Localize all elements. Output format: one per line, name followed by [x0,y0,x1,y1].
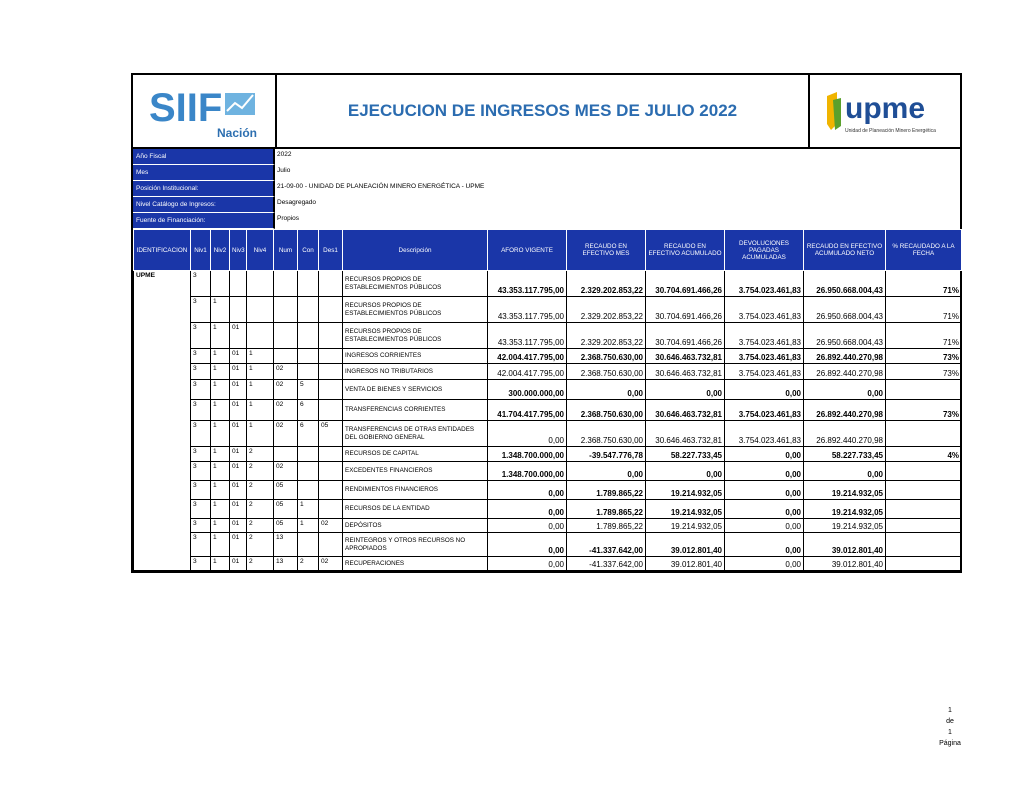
code-cell: 1 [247,421,274,447]
code-cell [319,462,343,481]
value-cell: 0,00 [725,447,804,462]
value-cell: 0,00 [488,533,567,557]
code-cell: 2 [247,447,274,462]
table-row [134,323,962,349]
value-cell: 26.892.440.270,98 [804,364,886,380]
code-cell [298,323,319,349]
table-row [134,519,962,533]
code-cell: 6 [298,400,319,421]
value-cell: 0,00 [488,519,567,533]
description-cell: RECURSOS DE CAPITAL [343,447,488,462]
upme-logo-subtext: Unidad de Planeación Minero Energética [845,128,936,134]
value-cell: 43.353.117.795,00 [488,323,567,349]
value-cell: 0,00 [488,481,567,500]
page-number [920,705,980,749]
column-header: IDENTIFICACION [134,230,191,271]
code-cell: 1 [211,380,230,400]
code-cell: 1 [298,519,319,533]
code-cell: 1 [247,364,274,380]
info-value: Desagregado [277,199,317,206]
code-cell: 01 [230,364,247,380]
siif-logo-subtext: Nación [217,126,258,140]
code-cell [298,481,319,500]
value-cell: 0,00 [567,462,646,481]
value-cell: 71% [886,323,962,349]
code-cell [247,271,274,297]
value-cell: 26.950.668.004,43 [804,323,886,349]
code-cell: 05 [274,519,298,533]
value-cell: 19.214.932,05 [646,481,725,500]
code-cell: 3 [191,271,211,297]
value-cell: 3.754.023.461,83 [725,364,804,380]
code-cell: 01 [230,481,247,500]
value-cell: 73% [886,364,962,380]
value-cell: 2.329.202.853,22 [567,271,646,297]
code-cell: 1 [211,349,230,364]
value-cell: 71% [886,271,962,297]
value-cell [886,380,962,400]
value-cell: 58.227.733,45 [646,447,725,462]
description-cell: RECUPERACIONES [343,557,488,571]
code-cell: 1 [298,500,319,519]
code-cell [319,380,343,400]
code-cell [319,297,343,323]
code-cell [319,271,343,297]
code-cell: 1 [211,533,230,557]
value-cell: 26.950.668.004,43 [804,271,886,297]
code-cell: 3 [191,380,211,400]
value-cell: 0,00 [725,462,804,481]
table-row [134,557,962,571]
value-cell: 3.754.023.461,83 [725,323,804,349]
value-cell: -39.547.776,78 [567,447,646,462]
code-cell: 1 [211,400,230,421]
code-cell: 3 [191,323,211,349]
value-cell: 2.368.750.630,00 [567,421,646,447]
code-cell [319,447,343,462]
code-cell [319,533,343,557]
code-cell: 1 [211,297,230,323]
value-cell: 300.000.000,00 [488,380,567,400]
code-cell: 01 [230,557,247,571]
value-cell: 19.214.932,05 [804,481,886,500]
code-cell: 3 [191,519,211,533]
code-cell: 01 [230,380,247,400]
code-cell: 2 [247,500,274,519]
code-cell: 1 [211,447,230,462]
value-cell: 26.950.668.004,43 [804,297,886,323]
report-title: EJECUCION DE INGRESOS MES DE JULIO 2022 [277,75,810,147]
description-cell: RECURSOS PROPIOS DE ESTABLECIMIENTOS PÚBLICOS [343,323,488,349]
value-cell: 2.368.750.630,00 [567,400,646,421]
identification-cell: UPME [134,271,191,571]
code-cell [274,447,298,462]
value-cell: 39.012.801,40 [646,557,725,571]
description-cell: VENTA DE BIENES Y SERVICIOS [343,380,488,400]
code-cell [298,297,319,323]
code-cell: 1 [211,481,230,500]
code-cell: 2 [247,481,274,500]
column-header: Descripción [343,230,488,271]
column-header: Des1 [319,230,343,271]
value-cell: 4% [886,447,962,462]
value-cell [886,481,962,500]
page-label: Página [939,740,961,747]
code-cell: 1 [211,557,230,571]
code-cell: 2 [247,557,274,571]
column-header: DEVOLUCIONES PAGADAS ACUMULADAS [725,230,804,271]
code-cell: 5 [298,380,319,400]
value-cell: 26.892.440.270,98 [804,349,886,364]
code-cell: 3 [191,500,211,519]
code-cell [319,500,343,519]
table-row [134,447,962,462]
code-cell: 3 [191,481,211,500]
description-cell: RECURSOS PROPIOS DE ESTABLECIMIENTOS PÚBLICOS [343,297,488,323]
page-of-label: de [946,718,954,725]
value-cell [886,533,962,557]
value-cell: -41.337.642,00 [567,533,646,557]
code-cell: 3 [191,533,211,557]
code-cell: 02 [274,380,298,400]
description-cell: REINTEGROS Y OTROS RECURSOS NO APROPIADOS [343,533,488,557]
description-cell: RECURSOS PROPIOS DE ESTABLECIMIENTOS PÚBLICOS [343,271,488,297]
info-row-institutional-position [133,181,960,197]
code-cell [319,364,343,380]
upme-logo [810,75,960,147]
value-cell: 0,00 [646,380,725,400]
upme-logo-text: upme [845,92,926,125]
code-cell: 1 [211,323,230,349]
value-cell: 0,00 [725,519,804,533]
value-cell: 0,00 [646,462,725,481]
code-cell: 13 [274,557,298,571]
table-row [134,271,962,297]
code-cell: 02 [274,421,298,447]
column-header: Niv3 [230,230,247,271]
code-cell [298,349,319,364]
page-total: 1 [948,729,952,736]
code-cell: 1 [211,421,230,447]
table-row [134,500,962,519]
value-cell: 42.004.417.795,00 [488,349,567,364]
value-cell: 39.012.801,40 [804,557,886,571]
value-cell: 58.227.733,45 [804,447,886,462]
value-cell: 71% [886,297,962,323]
code-cell [247,323,274,349]
code-cell: 2 [247,519,274,533]
table-body [134,271,962,571]
code-cell [319,349,343,364]
code-cell: 02 [274,364,298,380]
column-header: AFORO VIGENTE [488,230,567,271]
code-cell: 1 [247,400,274,421]
value-cell [886,519,962,533]
code-cell [298,447,319,462]
table-row [134,481,962,500]
code-cell [298,271,319,297]
value-cell: 0,00 [725,500,804,519]
table-row [134,533,962,557]
value-cell: 19.214.932,05 [646,519,725,533]
siif-logo-text: SIIF [149,86,223,130]
value-cell: 43.353.117.795,00 [488,297,567,323]
info-value: 21-09-00 - UNIDAD DE PLANEACIÓN MINERO ENERGÉTICA - UPME [277,183,485,190]
description-cell: RECURSOS DE LA ENTIDAD [343,500,488,519]
code-cell [319,323,343,349]
column-header: Niv2 [211,230,230,271]
value-cell: 2.329.202.853,22 [567,297,646,323]
code-cell: 1 [211,500,230,519]
code-cell: 1 [211,364,230,380]
code-cell: 3 [191,364,211,380]
code-cell: 01 [230,500,247,519]
value-cell: 1.789.865,22 [567,481,646,500]
value-cell: 19.214.932,05 [804,500,886,519]
value-cell: 0,00 [725,380,804,400]
table-row [134,462,962,481]
code-cell [298,364,319,380]
value-cell: 2.368.750.630,00 [567,349,646,364]
code-cell: 02 [274,400,298,421]
page-current: 1 [948,707,952,714]
value-cell: 39.012.801,40 [646,533,725,557]
info-row-fiscal-year [133,149,960,165]
code-cell: 3 [191,557,211,571]
code-cell: 3 [191,400,211,421]
value-cell: 30.646.463.732,81 [646,364,725,380]
code-cell [274,349,298,364]
code-cell [230,297,247,323]
code-cell: 1 [211,462,230,481]
table-row [134,364,962,380]
table-header-row [134,230,962,271]
value-cell: 0,00 [725,533,804,557]
column-header: Niv4 [247,230,274,271]
value-cell: 0,00 [804,380,886,400]
code-cell: 01 [230,400,247,421]
info-row-funding-source [133,213,960,229]
value-cell: 19.214.932,05 [804,519,886,533]
code-cell [247,297,274,323]
code-cell [298,533,319,557]
code-cell [274,271,298,297]
code-cell [298,462,319,481]
code-cell [274,323,298,349]
report-table [131,73,962,573]
code-cell: 01 [230,533,247,557]
code-cell [230,271,247,297]
value-cell: 1.348.700.000,00 [488,462,567,481]
value-cell: 3.754.023.461,83 [725,297,804,323]
value-cell [886,421,962,447]
code-cell: 01 [230,349,247,364]
column-header: RECAUDO EN EFECTIVO ACUMULADO NETO [804,230,886,271]
code-cell: 3 [191,447,211,462]
code-cell [274,297,298,323]
code-cell: 02 [274,462,298,481]
value-cell: 2.329.202.853,22 [567,323,646,349]
value-cell [886,462,962,481]
column-header: Num [274,230,298,271]
table-row [134,400,962,421]
code-cell: 01 [230,519,247,533]
info-value: Julio [277,167,291,174]
value-cell: 30.646.463.732,81 [646,349,725,364]
info-label: Año Fiscal [133,149,275,165]
column-header: Niv1 [191,230,211,271]
info-label: Fuente de Financiación: [133,213,275,229]
code-cell: 2 [247,462,274,481]
column-header: % RECAUDADO A LA FECHA [886,230,962,271]
income-execution-table [133,229,962,571]
value-cell: 30.704.691.466,26 [646,323,725,349]
code-cell: 01 [230,447,247,462]
code-cell: 1 [247,349,274,364]
value-cell: 26.892.440.270,98 [804,400,886,421]
code-cell: 05 [274,500,298,519]
table-row [134,297,962,323]
code-cell: 01 [230,421,247,447]
table-row [134,421,962,447]
value-cell: 30.704.691.466,26 [646,297,725,323]
table-row [134,349,962,364]
code-cell: 05 [274,481,298,500]
value-cell: 1.348.700.000,00 [488,447,567,462]
info-row-month [133,165,960,181]
value-cell: 3.754.023.461,83 [725,400,804,421]
value-cell: 0,00 [488,500,567,519]
info-row-catalog-level [133,197,960,213]
code-cell [319,400,343,421]
info-label: Posición Institucional: [133,181,275,197]
description-cell: TRANSFERENCIAS CORRIENTES [343,400,488,421]
table-row [134,380,962,400]
value-cell: 0,00 [804,462,886,481]
value-cell: 41.704.417.795,00 [488,400,567,421]
code-cell: 3 [191,349,211,364]
code-cell: 01 [230,462,247,481]
value-cell: 73% [886,400,962,421]
value-cell: 0,00 [488,557,567,571]
report-info [133,149,960,229]
code-cell: 13 [274,533,298,557]
value-cell: 0,00 [488,421,567,447]
value-cell: 43.353.117.795,00 [488,271,567,297]
value-cell: 0,00 [725,481,804,500]
value-cell: 3.754.023.461,83 [725,271,804,297]
value-cell: 3.754.023.461,83 [725,421,804,447]
column-header: RECAUDO EN EFECTIVO ACUMULADO [646,230,725,271]
value-cell: 39.012.801,40 [804,533,886,557]
value-cell: 26.892.440.270,98 [804,421,886,447]
description-cell: INGRESOS CORRIENTES [343,349,488,364]
code-cell: 3 [191,421,211,447]
value-cell: 19.214.932,05 [646,500,725,519]
code-cell: 2 [298,557,319,571]
info-label: Nivel Catálogo de Ingresos: [133,197,275,213]
code-cell: 1 [247,380,274,400]
value-cell: 30.646.463.732,81 [646,400,725,421]
value-cell: 3.754.023.461,83 [725,349,804,364]
value-cell: -41.337.642,00 [567,557,646,571]
code-cell: 02 [319,557,343,571]
info-label: Mes [133,165,275,181]
code-cell: 2 [247,533,274,557]
info-value: 2022 [277,151,292,158]
code-cell: 01 [230,323,247,349]
code-cell [319,481,343,500]
description-cell: DEPÓSITOS [343,519,488,533]
description-cell: RENDIMIENTOS FINANCIEROS [343,481,488,500]
value-cell: 1.789.865,22 [567,500,646,519]
code-cell: 05 [319,421,343,447]
value-cell: 0,00 [725,557,804,571]
siif-logo [133,75,277,147]
description-cell: INGRESOS NO TRIBUTARIOS [343,364,488,380]
value-cell [886,557,962,571]
code-cell: 1 [211,519,230,533]
value-cell: 30.646.463.732,81 [646,421,725,447]
value-cell: 30.704.691.466,26 [646,271,725,297]
value-cell: 73% [886,349,962,364]
column-header: RECAUDO EN EFECTIVO MES [567,230,646,271]
code-cell: 3 [191,462,211,481]
info-value: Propios [277,215,300,222]
description-cell: EXCEDENTES FINANCIEROS [343,462,488,481]
value-cell: 2.368.750.630,00 [567,364,646,380]
value-cell: 1.789.865,22 [567,519,646,533]
code-cell: 6 [298,421,319,447]
description-cell: TRANSFERENCIAS DE OTRAS ENTIDADES DEL GOBIERNO GENERAL [343,421,488,447]
code-cell: 02 [319,519,343,533]
value-cell [886,500,962,519]
report-header [133,75,960,149]
value-cell: 0,00 [567,380,646,400]
code-cell [211,271,230,297]
value-cell: 42.004.417.795,00 [488,364,567,380]
column-header: Con [298,230,319,271]
code-cell: 3 [191,297,211,323]
